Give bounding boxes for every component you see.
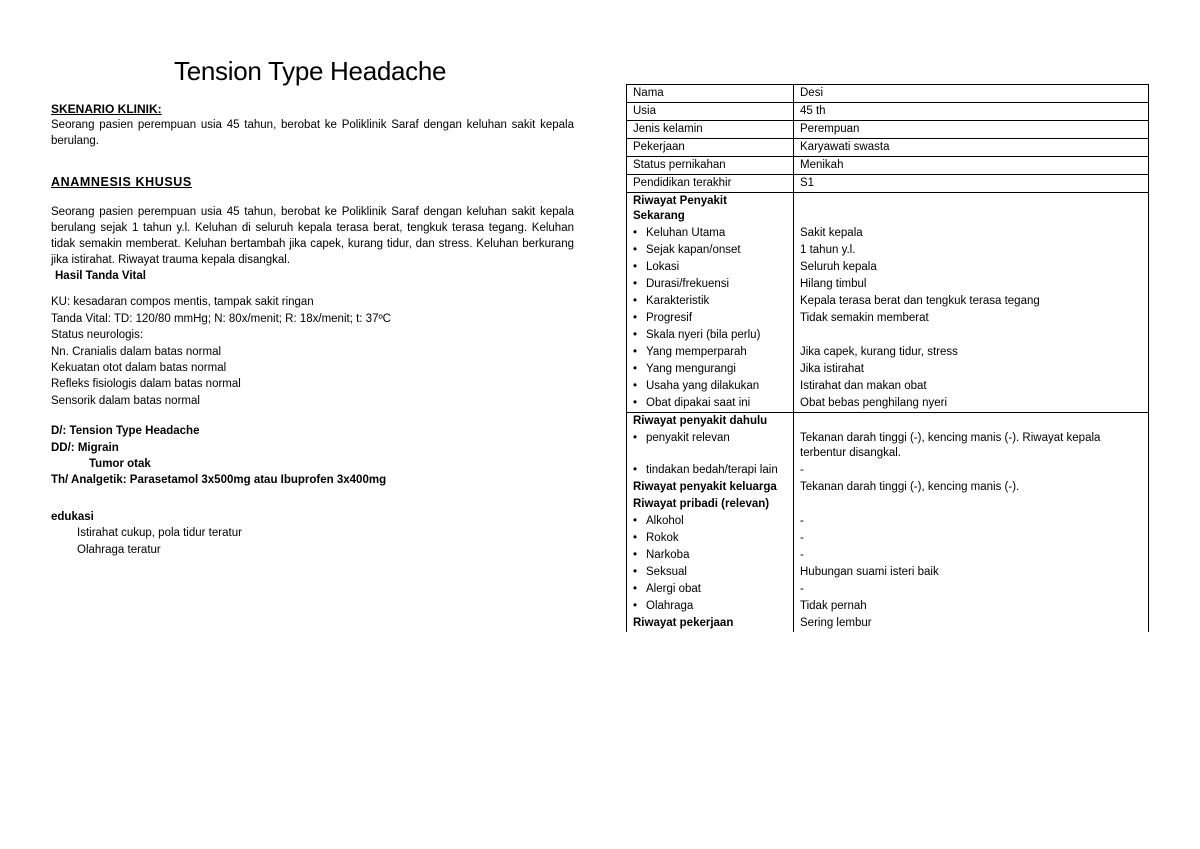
table-row: [627, 157, 1149, 175]
skenario-text: Seorang pasien perempuan usia 45 tahun, berobat ke Poliklinik Saraf dengan keluhan sakit kepala berulang.: [51, 119, 574, 147]
row-value: Perempuan: [794, 121, 1149, 139]
table-section-heading: [627, 193, 1149, 226]
row-value: -: [794, 513, 1149, 530]
row-value: Kepala terasa berat dan tengkuk terasa tegang: [794, 293, 1149, 310]
diagnosis-line: D/: Tension Type Headache: [51, 425, 200, 438]
row-value: Menikah: [794, 157, 1149, 175]
vital-heading: Hasil Tanda Vital: [55, 270, 146, 282]
table-row: [627, 242, 1149, 259]
table-row: [627, 395, 1149, 413]
table-row: [627, 175, 1149, 193]
row-label: Status pernikahan: [627, 157, 794, 175]
differential-diagnosis-line: DD/: Migrain: [51, 441, 119, 454]
row-label: • Lokasi: [627, 259, 794, 276]
table-row: [627, 378, 1149, 395]
row-value: Desi: [794, 85, 1149, 103]
row-label: • Karakteristik: [627, 293, 794, 310]
row-label: • Yang memperparah: [627, 344, 794, 361]
row-value: Tekanan darah tinggi (-), kencing manis (-). Riwayat kepala terbentur disangkal.: [794, 430, 1149, 462]
edukasi-item: Olahraga teratur: [77, 543, 161, 556]
differential-diagnosis-line: Tumor otak: [89, 458, 151, 471]
table-row: [627, 462, 1149, 479]
row-label: Pendidikan terakhir: [627, 175, 794, 193]
table-row: [627, 430, 1149, 462]
table-row: [627, 581, 1149, 598]
row-label: • Narkoba: [627, 547, 794, 564]
row-value: 45 th: [794, 103, 1149, 121]
table-section-heading: [627, 413, 1149, 431]
row-label: Usia: [627, 103, 794, 121]
row-value: [794, 327, 1149, 344]
row-value: Tidak pernah: [794, 598, 1149, 615]
rpek-heading: Riwayat pekerjaan: [627, 615, 794, 632]
table-row: [627, 530, 1149, 547]
row-label: • Skala nyeri (bila perlu): [627, 327, 794, 344]
rps-heading: Riwayat Penyakit Sekarang: [627, 193, 794, 226]
vital-lines: [51, 294, 574, 409]
table-row: [627, 513, 1149, 530]
row-label: Pekerjaan: [627, 139, 794, 157]
row-label: • Sejak kapan/onset: [627, 242, 794, 259]
table-row: [627, 615, 1149, 632]
row-value: Tekanan darah tinggi (-), kencing manis (-).: [794, 479, 1149, 496]
table-row: [627, 276, 1149, 293]
row-value: -: [794, 581, 1149, 598]
rpd-heading: Riwayat penyakit dahulu: [627, 413, 794, 431]
row-value: Hubungan suami isteri baik: [794, 564, 1149, 581]
row-label: • Obat dipakai saat ini: [627, 395, 794, 413]
row-value: Seluruh kepala: [794, 259, 1149, 276]
vital-line: Tanda Vital: TD: 120/80 mmHg; N: 80x/menit; R: 18x/menit; t: 37ºC: [51, 312, 391, 325]
table-row: [627, 361, 1149, 378]
patient-history-table: [626, 84, 1149, 632]
row-value: -: [794, 530, 1149, 547]
table-row: [627, 293, 1149, 310]
therapy-line: Th/ Analgetik: Parasetamol 3x500mg atau Ibuprofen 3x400mg: [51, 474, 387, 487]
row-value: Jika istirahat: [794, 361, 1149, 378]
anamnesis-text: Seorang pasien perempuan usia 45 tahun, berobat ke Poliklinik Saraf dengan keluhan sakit kepala berulang sejak 1 tahun y.l. Keluhan di seluruh kepala terasa berat, tengkuk terasa tegang. Keluhan tidak semakin memberat. Keluhan bertambah jika capek, kurang tidur, dan stress. Keluhan berkurang jika istirahat. Riwayat trauma kepala disangkal.: [51, 206, 574, 266]
rpk-heading: Riwayat penyakit keluarga: [627, 479, 794, 496]
table-row: [627, 121, 1149, 139]
table-section-heading: [627, 496, 1149, 513]
vital-line: Sensorik dalam batas normal: [51, 394, 200, 407]
table-row: [627, 598, 1149, 615]
table-row: [627, 85, 1149, 103]
row-label: • Alkohol: [627, 513, 794, 530]
row-label: • Progresif: [627, 310, 794, 327]
row-label: Nama: [627, 85, 794, 103]
row-label: • tindakan bedah/terapi lain: [627, 462, 794, 479]
vital-line: Nn. Cranialis dalam batas normal: [51, 345, 222, 358]
skenario-heading: SKENARIO KLINIK:: [51, 102, 162, 116]
row-value: Obat bebas penghilang nyeri: [794, 395, 1149, 413]
row-label: Jenis kelamin: [627, 121, 794, 139]
vital-line: KU: kesadaran compos mentis, tampak sakit ringan: [51, 296, 314, 309]
page-title: Tension Type Headache: [174, 56, 447, 86]
table-row: [627, 225, 1149, 242]
table-row: [627, 564, 1149, 581]
table-row: [627, 310, 1149, 327]
left-column: [51, 56, 574, 558]
row-value: Istirahat dan makan obat: [794, 378, 1149, 395]
row-value: -: [794, 462, 1149, 479]
row-value: S1: [794, 175, 1149, 193]
row-label: • Yang mengurangi: [627, 361, 794, 378]
table-row: [627, 479, 1149, 496]
row-value: 1 tahun y.l.: [794, 242, 1149, 259]
edukasi-heading: edukasi: [51, 510, 94, 523]
row-label: • Seksual: [627, 564, 794, 581]
row-label: • penyakit relevan: [627, 430, 794, 462]
row-value: Sakit kepala: [794, 225, 1149, 242]
table-row: [627, 103, 1149, 121]
rpp-heading: Riwayat pribadi (relevan): [627, 496, 794, 513]
row-value: Karyawati swasta: [794, 139, 1149, 157]
row-value: Sering lembur: [794, 615, 1149, 632]
table-row: [627, 139, 1149, 157]
table-row: [627, 547, 1149, 564]
row-label: • Usaha yang dilakukan: [627, 378, 794, 395]
row-value: Tidak semakin memberat: [794, 310, 1149, 327]
row-label: • Durasi/frekuensi: [627, 276, 794, 293]
vital-line: Status neurologis:: [51, 329, 144, 342]
row-label: • Rokok: [627, 530, 794, 547]
edukasi-item: Istirahat cukup, pola tidur teratur: [77, 527, 242, 540]
row-label: • Alergi obat: [627, 581, 794, 598]
vital-line: Kekuatan otot dalam batas normal: [51, 362, 227, 375]
table-row: [627, 344, 1149, 361]
row-label: • Olahraga: [627, 598, 794, 615]
row-value: Hilang timbul: [794, 276, 1149, 293]
table-row: [627, 327, 1149, 344]
vital-line: Refleks fisiologis dalam batas normal: [51, 378, 241, 391]
table-row: [627, 259, 1149, 276]
anamnesis-heading: ANAMNESIS KHUSUS: [51, 175, 192, 189]
row-value: -: [794, 547, 1149, 564]
row-value: Jika capek, kurang tidur, stress: [794, 344, 1149, 361]
row-label: • Keluhan Utama: [627, 225, 794, 242]
